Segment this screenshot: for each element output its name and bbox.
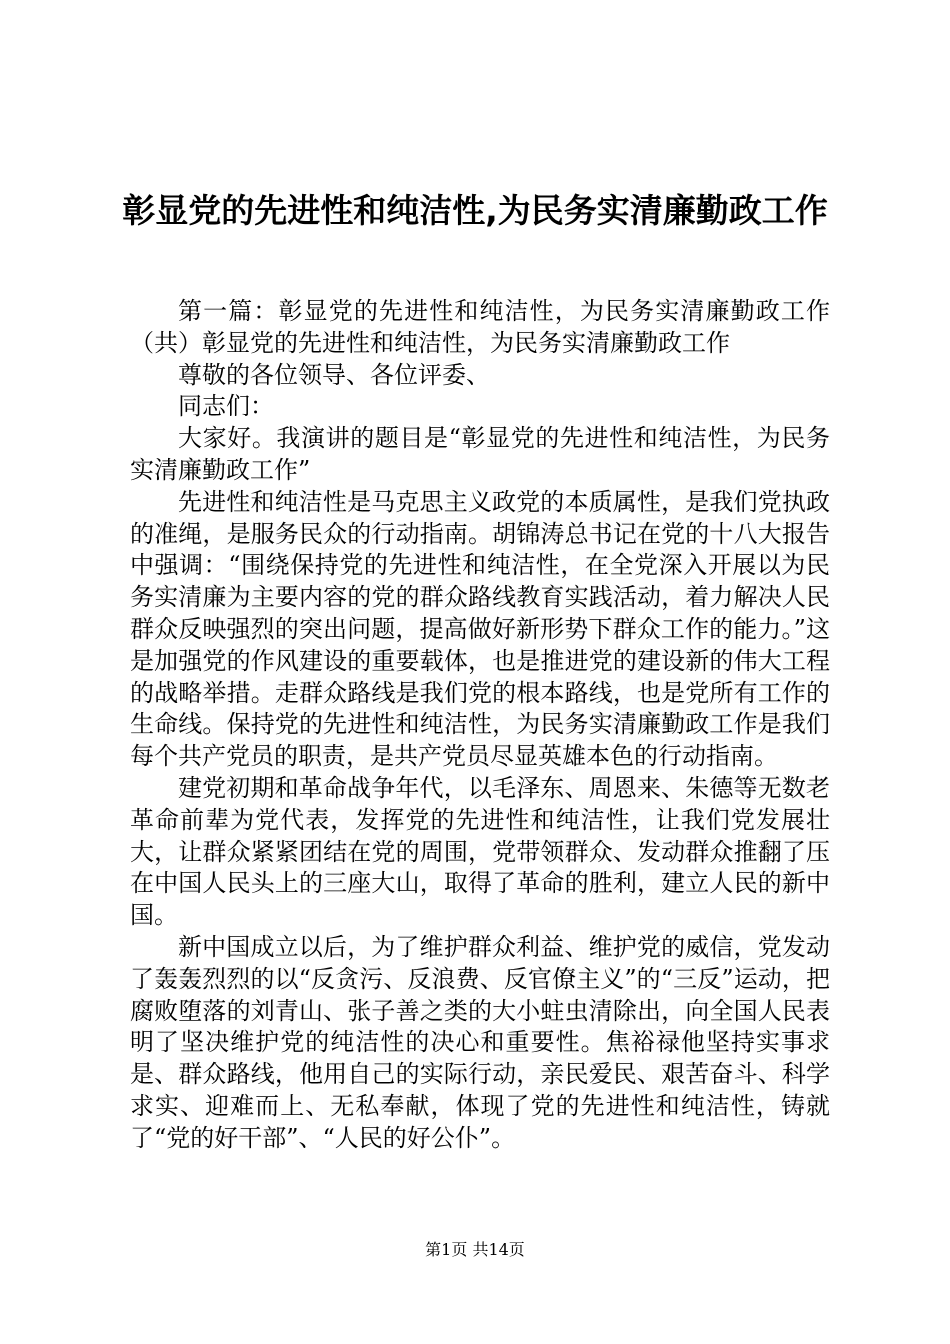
paragraph-intro: 第一篇：彰显党的先进性和纯洁性，为民务实清廉勤政工作（共）彰显党的先进性和纯洁性，为民务实清廉勤政工作	[130, 297, 830, 357]
document-title: 彰显党的先进性和纯洁性,为民务实清廉勤政工作	[122, 191, 828, 230]
paragraph-body-1: 先进性和纯洁性是马克思主义政党的本质属性，是我们党执政的准绳，是服务民众的行动指南。胡锦涛总书记在党的十八大报告中强调：“围绕保持党的先进性和纯洁性，在全党深入开展以为民务实清廉为主要内容的党的群众路线教育实践活动，着力解决人民群众反映强烈的突出问题，提高做好新形势下群众工作的能力。”这是加强党的作风建设的重要载体，也是推进党的建设新的伟大工程的战略举措。走群众路线是我们党的根本路线，也是党所有工作的生命线。保持党的先进性和纯洁性，为民务实清廉勤政工作是我们每个共产党员的职责，是共产党员尽显英雄本色的行动指南。	[130, 487, 830, 771]
page-number-footer: 第1页 共14页	[425, 1240, 525, 1259]
document-body	[130, 296, 830, 1155]
paragraph-body-3: 新中国成立以后，为了维护群众利益、维护党的威信，党发动了轰轰烈烈的以“反贪污、反浪费、反官僚主义”的“三反”运动，把腐败堕落的刘青山、张子善之类的大小蛀虫清除出，向全国人民表明了坚决维护党的纯洁性的决心和重要性。焦裕禄他坚持实事求是、群众路线，他用自己的实际行动，亲民爱民、艰苦奋斗、科学求实、迎难而上、无私奉献，体现了党的先进性和纯洁性，铸就了“党的好干部”、“人民的好公仆”。	[130, 932, 830, 1152]
paragraph-salutation-comrades: 同志们：	[178, 392, 274, 421]
paragraph-body-2: 建党初期和革命战争年代，以毛泽东、周恩来、朱德等无数老革命前辈为党代表，发挥党的先进性和纯洁性，让我们党发展壮大，让群众紧紧团结在党的周围，党带领群众、发动群众推翻了压在中国人民头上的三座大山，取得了革命的胜利，建立人民的新中国。	[130, 773, 830, 930]
paragraph-greeting: 大家好。我演讲的题目是“彰显党的先进性和纯洁性，为民务实清廉勤政工作”	[130, 424, 830, 484]
paragraph-salutation-leaders: 尊敬的各位领导、各位评委、	[178, 360, 490, 389]
